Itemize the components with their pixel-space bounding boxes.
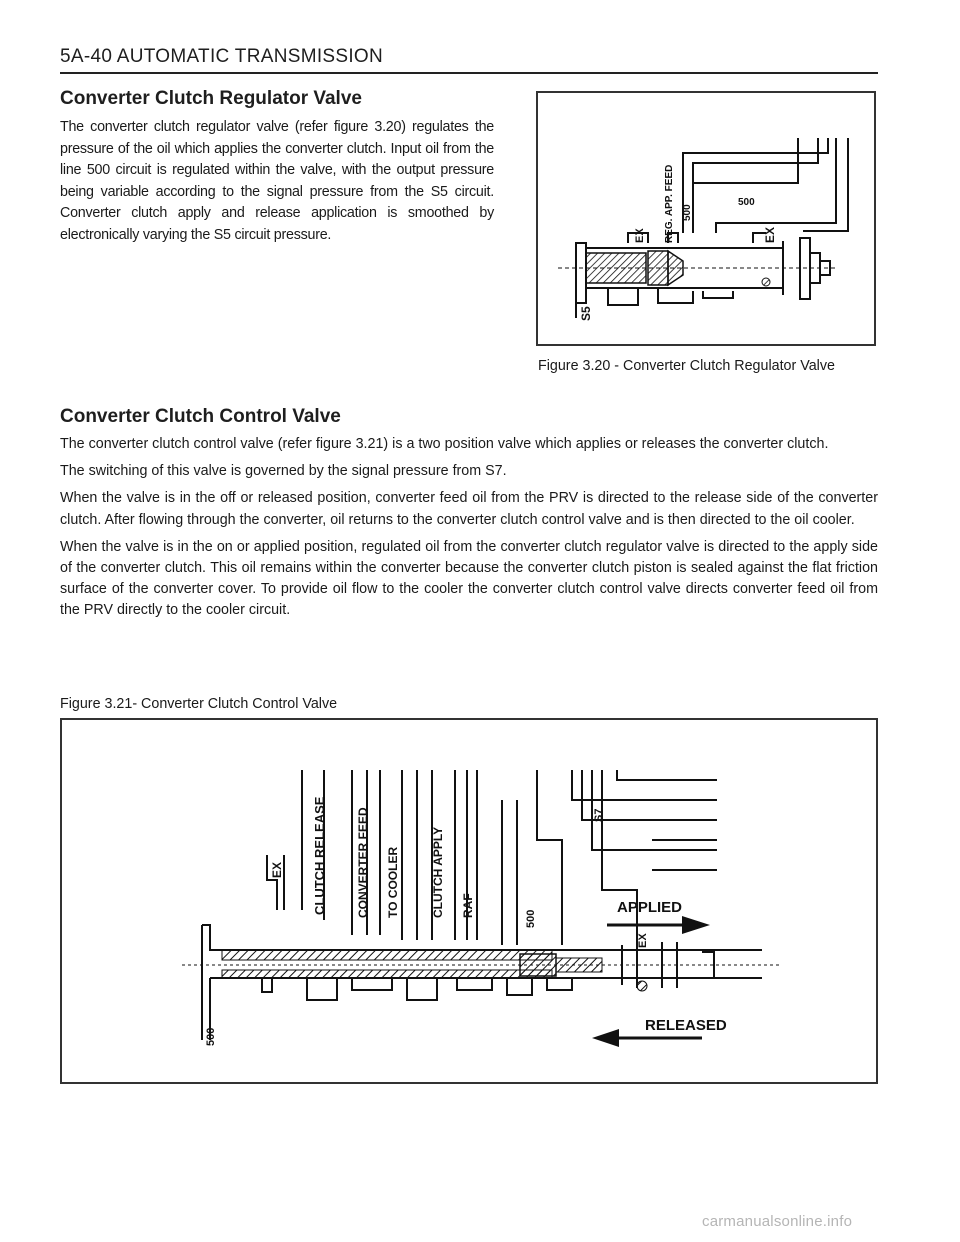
label-reg-app-feed: REG. APP. FEED [664,164,675,243]
paragraph: The switching of this valve is governed by the signal pressure from S7. [60,463,507,480]
label-converter-feed: CONVERTER FEED [356,807,370,918]
label-clutch-release: CLUTCH RELEASE [312,796,327,915]
section-body-regulator-valve: The converter clutch regulator valve (refer figure 3.20) regulates the pressure of the oil which applies the converter clutch. Input oil from the line 500 circuit is regulated within the valve, with the output pressure being variable according to the signal pressure from the S5 circuit. Converter clutch apply and release application is smoothed by electronically varying the S5 circuit pressure. [60,119,494,243]
paragraph: When the valve is in the on or applied position, regulated oil from the converter clutch regulator valve is directed to the apply side of the converter clutch. This oil remains within the converter because the converter clutch piston is sealed against the flat friction surface of the converter cover. To provide oil flow to the cooler the converter clutch control valve directs converter feed oil from the PRV directly to the cooler circuit. [60,538,878,619]
label-ex-1: EX [634,228,646,243]
label-ex-2: EX [763,226,777,243]
regulator-valve-drawing [538,93,874,344]
label-applied: APPLIED [617,899,683,916]
watermark-text: carmanualsonline.info [702,1213,853,1230]
label-500-vertical: 500 [682,204,693,221]
section-heading-control-valve: Converter Clutch Control Valve [60,406,341,427]
label-s5: S5 [579,306,593,321]
paragraph: When the valve is in the off or released position, converter feed oil from the PRV is directed to the release side of the converter clutch. After flowing through the converter, oil returns to the converter clutch control valve and is then directed to the oil cooler. [60,490,878,528]
label-500: 500 [525,909,537,928]
label-500-horizontal: 500 [738,197,755,208]
header-rule [60,72,878,74]
page-header-title: 5A-40 AUTOMATIC TRANSMISSION [60,46,384,67]
label-ex-2: EX [637,933,649,948]
control-valve-drawing [62,720,876,1082]
figure-3-21-caption: Figure 3.21- Converter Clutch Control Valve [60,696,338,712]
section-body-control-valve [60,434,878,628]
label-released: RELEASED [645,1017,727,1034]
figure-3-20-caption: Figure 3.20 - Converter Clutch Regulator Valve [538,358,835,374]
paragraph: The converter clutch control valve (refer figure 3.21) is a two position valve which applies or releases the converter clutch. [60,436,829,452]
figure-3-21-diagram [60,718,878,1084]
figure-3-20-diagram [536,91,876,346]
label-500-bottom: 500 [205,1027,217,1046]
label-ex: EX [270,861,284,878]
label-clutch-apply: CLUTCH APPLY [431,826,445,918]
section-heading-regulator-valve: Converter Clutch Regulator Valve [60,88,362,109]
label-raf: RAF [461,893,475,918]
label-to-cooler: TO COOLER [386,846,400,918]
label-s7: S7 [593,808,605,822]
